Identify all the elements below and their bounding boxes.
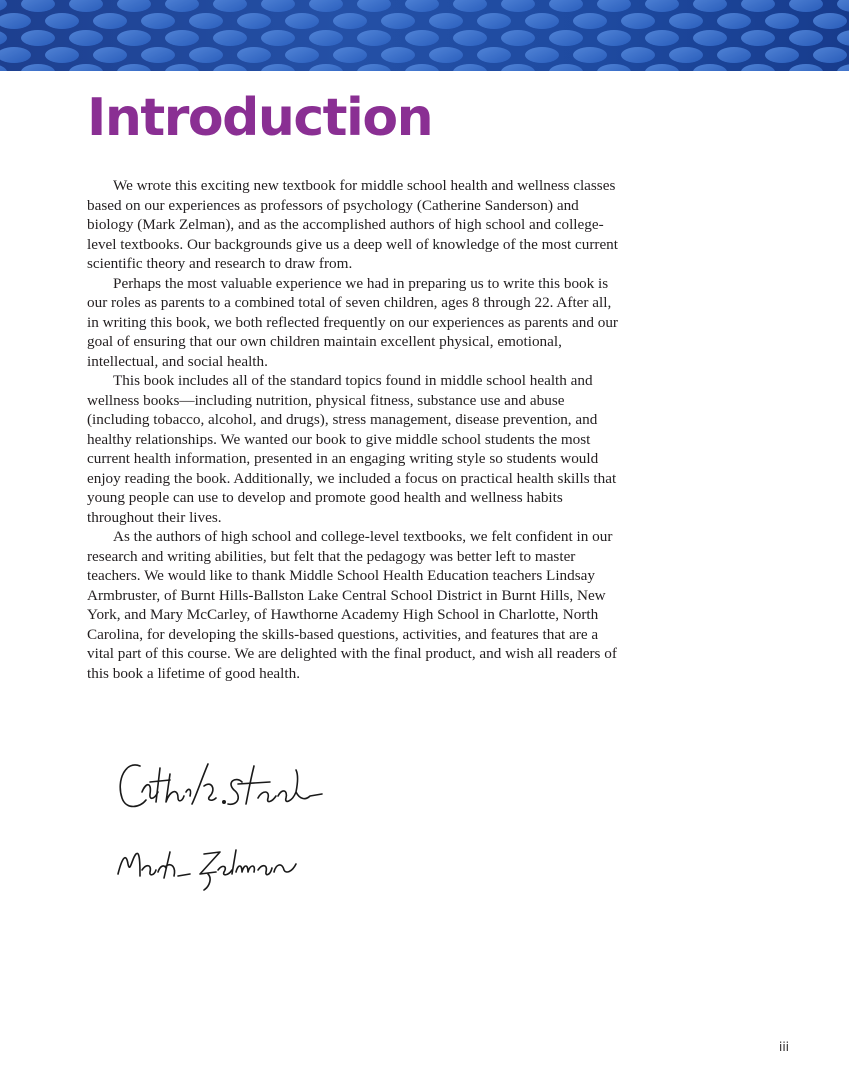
paragraph: We wrote this exciting new textbook for middle school health and wellness classes based on our experiences as professors of psychology (Catherine Sanderson) and biology (Mark Zelman), and as the accomplished authors of high school and college-level textbooks. Our backgrounds give us a deep well of knowledge of the most current scientific theory and research to draw from. <box>87 177 618 272</box>
banner-dot <box>237 47 271 63</box>
banner-dot <box>549 30 583 46</box>
banner-dot <box>165 64 199 71</box>
banner-pattern <box>0 0 849 71</box>
banner-dot <box>21 64 55 71</box>
banner-dot <box>69 30 103 46</box>
banner-dot <box>837 0 849 12</box>
banner-dot <box>501 30 535 46</box>
banner-dot <box>45 13 79 29</box>
page-title: Introduction <box>87 88 433 148</box>
banner-dot <box>357 64 391 71</box>
banner-dot <box>45 47 79 63</box>
banner-dot <box>813 47 847 63</box>
banner-dot <box>477 13 511 29</box>
banner-dot <box>69 64 103 71</box>
introduction-body <box>87 176 622 683</box>
banner-dot <box>573 13 607 29</box>
banner-dot <box>21 0 55 12</box>
banner-dot <box>717 13 751 29</box>
banner-dot <box>69 0 103 12</box>
banner-dot <box>261 0 295 12</box>
banner-dot <box>381 47 415 63</box>
banner-dot <box>357 30 391 46</box>
banner-dot <box>381 13 415 29</box>
banner-dot <box>189 13 223 29</box>
banner-dot <box>117 0 151 12</box>
banner-dot <box>741 64 775 71</box>
banner-dot <box>309 0 343 12</box>
banner-dot <box>0 47 31 63</box>
banner-dot <box>0 30 7 46</box>
banner-dot <box>141 13 175 29</box>
banner-dot <box>453 64 487 71</box>
banner-dot <box>573 47 607 63</box>
banner-dot <box>693 0 727 12</box>
banner-dot <box>0 0 7 12</box>
paragraph: As the authors of high school and college-level textbooks, we felt confident in our research and writing abilities, but felt that the pedagogy was better left to master teachers. We would like to thank Middle School Health Education teachers Lindsay Armbruster, of Burnt Hills-Ballston Lake Central School District in Burnt Hills, New York, and Mary McCarley, of Hawthorne Academy High School in Charlotte, North Carolina, for developing the skills-based questions, activities, and features that are a vital part of this course. We are delighted with the final product, and wish all readers of this book a lifetime of good health. <box>87 528 617 682</box>
banner-dot <box>597 30 631 46</box>
banner-dot <box>213 30 247 46</box>
banner-dot <box>333 13 367 29</box>
page-number: iii <box>778 1040 789 1054</box>
banner-dot <box>669 47 703 63</box>
banner-dot <box>837 64 849 71</box>
banner-dot <box>213 0 247 12</box>
banner-dot <box>741 30 775 46</box>
banner-dot <box>765 47 799 63</box>
paragraph: Perhaps the most valuable experience we had in preparing us to write this book is our roles as parents to a combined total of seven children, ages 8 through 22. After all, in writing this book, we both reflected frequently on our experiences as parents and our goal of ensuring that our own children maintain excellent physical, emotional, intellectual, and social health. <box>87 274 618 370</box>
banner-dot <box>477 47 511 63</box>
banner-dot <box>453 30 487 46</box>
banner-dot <box>213 64 247 71</box>
banner-dot <box>189 47 223 63</box>
banner-dot <box>21 30 55 46</box>
banner-dot <box>645 30 679 46</box>
banner-dot <box>525 47 559 63</box>
banner-dot <box>813 13 847 29</box>
banner-dot <box>549 64 583 71</box>
banner-dot <box>621 13 655 29</box>
paragraph: This book includes all of the standard topics found in middle school health and wellness books—including nutrition, physical fitness, substance use and abuse (including tobacco, alcohol, and drugs), stress management, disease prevention, and healthy relationships. We wanted our book to give middle school students the most current health information, presented in an engaging writing style so students would enjoy reading the book. Additionally, we included a focus on practical health skills that young people can use to develop and promote good health and wellness habits throughout their lives. <box>87 372 617 526</box>
banner-dot <box>789 30 823 46</box>
banner-dot <box>429 47 463 63</box>
banner-dot <box>597 0 631 12</box>
banner-dot <box>669 13 703 29</box>
banner-dot <box>405 64 439 71</box>
banner-dot <box>93 13 127 29</box>
banner-dot <box>405 0 439 12</box>
banner-dot <box>501 64 535 71</box>
banner-dot <box>309 30 343 46</box>
signature-catherine-sanderson <box>120 764 322 807</box>
banner-dot <box>645 64 679 71</box>
banner-dot <box>237 13 271 29</box>
banner-dot <box>117 64 151 71</box>
banner-dot <box>549 0 583 12</box>
banner-dot <box>357 0 391 12</box>
banner-dot <box>429 13 463 29</box>
banner-dot <box>645 0 679 12</box>
banner-dot <box>165 0 199 12</box>
banner-dot <box>405 30 439 46</box>
banner-dot <box>501 0 535 12</box>
banner-dot <box>141 47 175 63</box>
banner-dot <box>597 64 631 71</box>
banner-dot <box>765 13 799 29</box>
banner-dot <box>309 64 343 71</box>
banner-dot <box>117 30 151 46</box>
banner-dot <box>261 30 295 46</box>
banner-dot <box>837 30 849 46</box>
author-signatures <box>112 752 332 902</box>
banner-dot <box>261 64 295 71</box>
banner-dot <box>165 30 199 46</box>
banner-dot <box>285 13 319 29</box>
banner-dot <box>717 47 751 63</box>
banner-dot <box>789 0 823 12</box>
banner-dot <box>789 64 823 71</box>
banner-dot <box>93 47 127 63</box>
banner-dot <box>693 64 727 71</box>
banner-dot <box>0 13 31 29</box>
banner-dot <box>333 47 367 63</box>
banner-dot <box>453 0 487 12</box>
banner-dot <box>285 47 319 63</box>
banner-dot <box>693 30 727 46</box>
banner-dot <box>741 0 775 12</box>
signature-mark-zelman <box>118 850 296 890</box>
banner-dot <box>525 13 559 29</box>
banner-dot <box>621 47 655 63</box>
banner-dot <box>0 64 7 71</box>
header-banner <box>0 0 849 71</box>
